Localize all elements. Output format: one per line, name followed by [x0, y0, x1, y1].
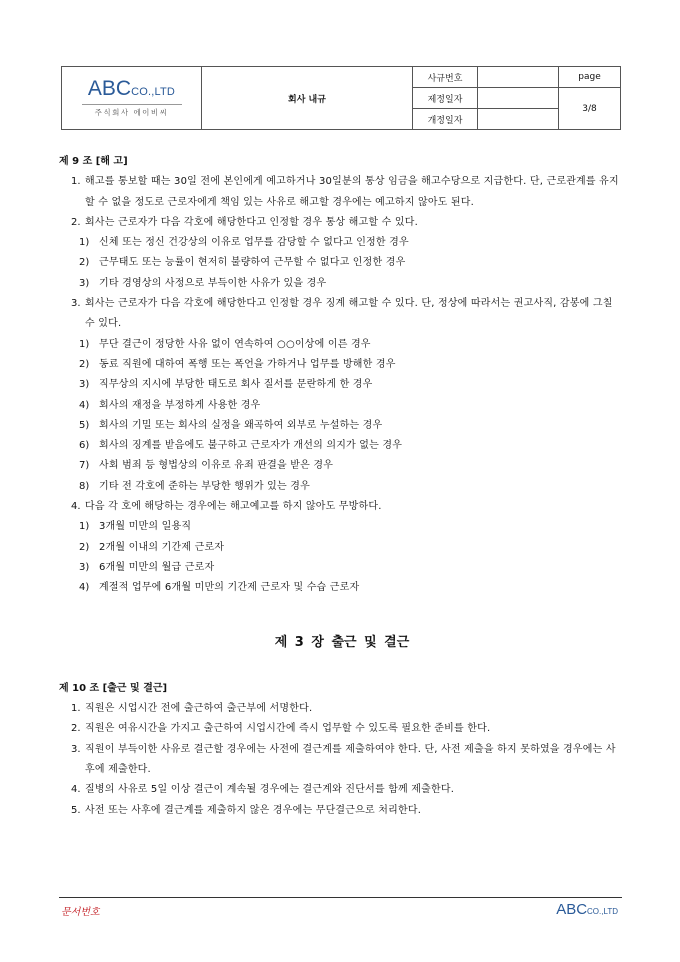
footer-divider [59, 897, 622, 898]
sub-list-item: 2) 2개월 이내의 기간제 근로자 [79, 541, 225, 553]
logo-subtitle: 주식회사 에이비씨 [94, 107, 169, 117]
sub-list-item: 7) 사회 범죄 등 형법상의 이유로 유죄 판결을 받은 경우 [79, 460, 334, 472]
document-body [59, 152, 625, 821]
list-item: 5. 사전 또는 사후에 결근계를 제출하지 않은 경우에는 무단결근으로 처리한다. [71, 804, 422, 816]
sub-list-item: 2) 동료 직원에 대하여 폭행 또는 폭언을 가하거나 업무를 방해한 경우 [79, 358, 396, 370]
list-item: 2. 회사는 근로자가 다음 각호에 해당한다고 인정할 경우 통상 해고할 수 있다. [71, 216, 418, 228]
page-label: page [559, 67, 621, 88]
footer-logo-text: ABC [556, 901, 588, 918]
list-item: 3. 직원이 부득이한 사유로 결근할 경우에는 사전에 결근계를 제출하여야 한다. 단, 사전 제출을 하지 못하였을 경우에는 사후에 제출한다. [71, 743, 616, 776]
document-number-label: 문서번호 [61, 907, 100, 918]
sub-list-item: 2) 근무태도 또는 능률이 현저히 불량하여 근무할 수 없다고 인정한 경우 [79, 257, 406, 269]
sub-list-item: 3) 직무상의 지시에 부당한 태도로 회사 질서를 문란하게 한 경우 [79, 379, 373, 391]
sub-list-item: 6) 회사의 징계를 받음에도 불구하고 근로자가 개선의 의지가 없는 경우 [79, 440, 403, 452]
document-title: 회사 내규 [202, 67, 413, 130]
sub-list-item: 4) 계절적 업무에 6개월 미만의 기간제 근로자 및 수습 근로자 [79, 582, 360, 594]
footer-logo-suffix: CO.,LTD [587, 907, 618, 916]
logo-suffix: CO.,LTD [131, 85, 176, 98]
sub-list-item: 1) 무단 결근이 정당한 사유 없이 연속하여 ○○이상에 이른 경우 [79, 338, 371, 350]
rule-no-value [478, 67, 559, 88]
logo-text: ABC [87, 76, 132, 100]
enact-date-label: 제정일자 [413, 88, 478, 109]
list-item: 4. 질병의 사유로 5일 이상 결근이 계속될 경우에는 결근계와 진단서를 함께 제출한다. [71, 784, 455, 796]
footer-logo [556, 901, 618, 918]
sub-list-item: 8) 기타 전 각호에 준하는 부당한 행위가 있는 경우 [79, 480, 310, 492]
sub-list-item: 5) 회사의 기밀 또는 회사의 실정을 왜곡하여 외부로 누설하는 경우 [79, 419, 383, 431]
list-item: 1. 직원은 시업시간 전에 출근하여 출근부에 서명한다. [71, 703, 313, 715]
rule-no-label: 사규번호 [413, 67, 478, 88]
list-item: 3. 회사는 근로자가 다음 각호에 해당한다고 인정할 경우 징계 해고할 수 있다. 단, 정상에 따라서는 권고사직, 감봉에 그칠 수 있다. [71, 298, 613, 330]
list-item: 2. 직원은 여유시간을 가지고 출근하여 시업시간에 즉시 업무할 수 있도록 필요한 준비를 한다. [71, 723, 491, 735]
sub-list-item: 1) 신체 또는 정신 건강상의 이유로 업무를 감당할 수 없다고 인정한 경우 [79, 237, 409, 249]
list-item: 4. 다음 각 호에 해당하는 경우에는 해고예고를 하지 않아도 무방하다. [71, 501, 382, 513]
sub-list-item: 3) 기타 경영상의 사정으로 부득이한 사유가 있을 경우 [79, 277, 327, 289]
article-9-title: 제 9 조 [해 고] [59, 156, 128, 167]
page-number: 3/8 [559, 88, 621, 130]
company-logo [62, 67, 202, 130]
logo-divider [82, 104, 182, 105]
sub-list-item: 4) 회사의 재정을 부정하게 사용한 경우 [79, 399, 261, 411]
sub-list-item: 1) 3개월 미만의 일용직 [79, 521, 192, 533]
enact-date-value [478, 88, 559, 109]
article-10-title: 제 10 조 [출근 및 결근] [59, 682, 168, 694]
document-header [61, 66, 621, 130]
list-item: 1. 해고를 통보할 때는 30일 전에 본인에게 예고하거나 30일분의 통상 임금을 해고수당으로 지급한다. 단, 근로관계를 유지할 수 없을 정도로 근로자에게 책임 있는 사유로 해고할 경우에는 예고하지 않아도 된다. [71, 176, 619, 208]
revise-date-label: 개정일자 [413, 109, 478, 130]
sub-list-item: 3) 6개월 미만의 월급 근로자 [79, 561, 215, 573]
chapter-3-title: 제 3 장 출근 및 결근 [274, 634, 410, 650]
revise-date-value [478, 109, 559, 130]
